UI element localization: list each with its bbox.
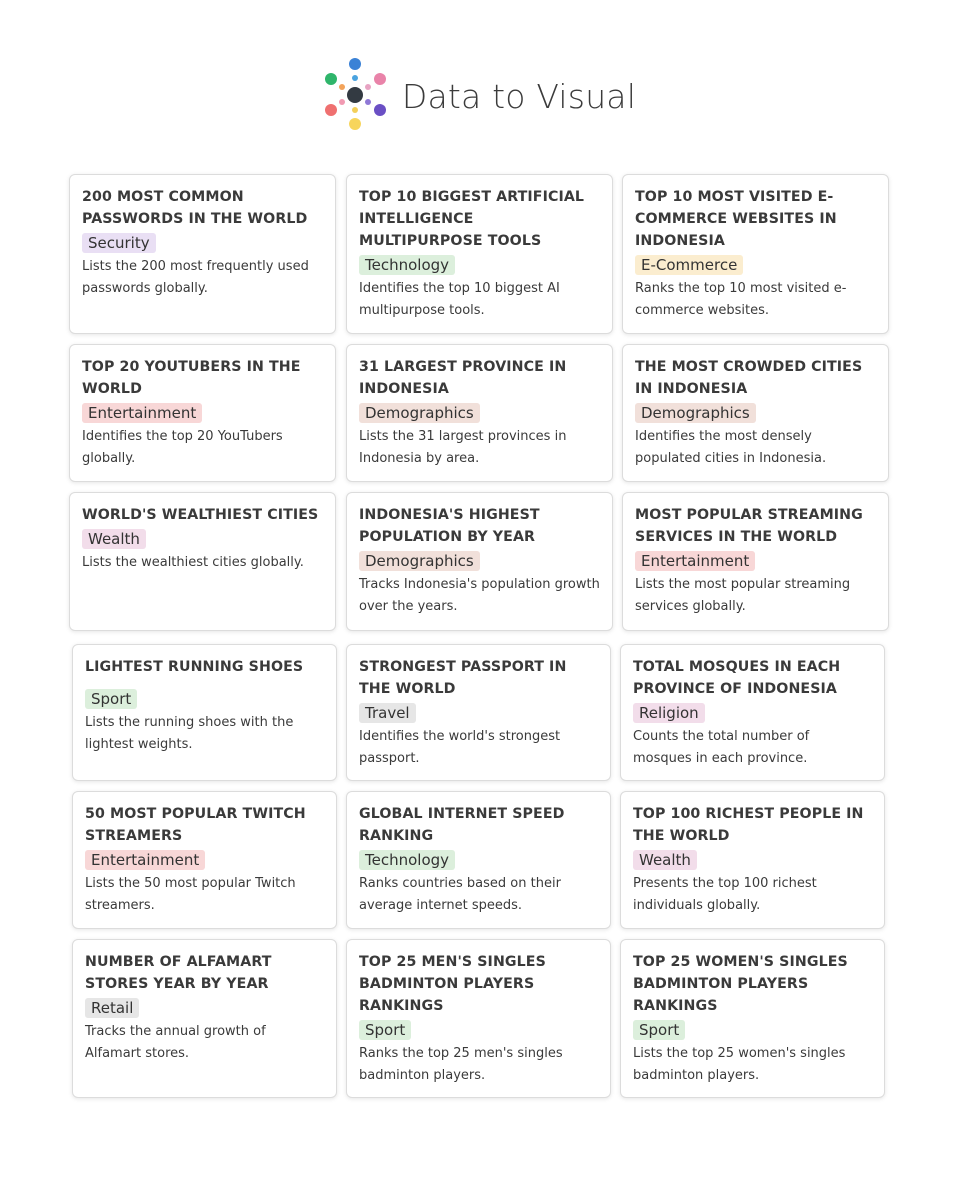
logo-icon[interactable] xyxy=(324,58,390,134)
card-title[interactable]: 200 MOST COMMON PASSWORDS IN THE WORLD xyxy=(82,189,308,227)
dataset-card[interactable] xyxy=(69,344,336,482)
card-title[interactable]: NUMBER OF ALFAMART STORES YEAR BY YEAR xyxy=(85,954,272,992)
category-tag[interactable]: Demographics xyxy=(359,551,480,571)
dataset-card[interactable] xyxy=(620,939,885,1098)
card-description: Lists the 50 most popular Twitch streamers. xyxy=(85,876,296,913)
dataset-card[interactable] xyxy=(620,791,885,929)
card-title[interactable]: TOP 10 MOST VISITED E-COMMERCE WEBSITES IN INDONESIA xyxy=(635,189,837,249)
card-description: Lists the most popular streaming services globally. xyxy=(635,577,851,614)
category-tag[interactable]: Technology xyxy=(359,255,455,275)
dataset-card[interactable] xyxy=(346,174,613,334)
card-title[interactable]: GLOBAL INTERNET SPEED RANKING xyxy=(359,806,565,844)
card-title[interactable]: THE MOST CROWDED CITIES IN INDONESIA xyxy=(635,359,863,397)
dataset-card[interactable] xyxy=(622,344,889,482)
dataset-card[interactable] xyxy=(69,174,336,334)
card-title[interactable]: 50 MOST POPULAR TWITCH STREAMERS xyxy=(85,806,306,844)
card-description: Identifies the most densely populated cities in Indonesia. xyxy=(635,429,827,466)
dataset-card[interactable] xyxy=(346,644,611,781)
card-title[interactable]: STRONGEST PASSPORT IN THE WORLD xyxy=(359,659,567,697)
category-tag[interactable]: Security xyxy=(82,233,156,253)
dataset-card[interactable] xyxy=(622,174,889,334)
category-tag[interactable]: Entertainment xyxy=(635,551,755,571)
category-tag[interactable]: Wealth xyxy=(82,529,146,549)
card-title[interactable]: INDONESIA'S HIGHEST POPULATION BY YEAR xyxy=(359,507,540,545)
dataset-card[interactable] xyxy=(346,939,611,1098)
dataset-card[interactable] xyxy=(346,344,613,482)
category-tag[interactable]: Travel xyxy=(359,703,416,723)
card-description: Lists the 31 largest provinces in Indonesia by area. xyxy=(359,429,567,466)
card-description: Identifies the world's strongest passport. xyxy=(359,729,561,766)
dataset-card[interactable] xyxy=(622,492,889,631)
card-title[interactable]: TOP 10 BIGGEST ARTIFICIAL INTELLIGENCE MULTIPURPOSE TOOLS xyxy=(359,189,585,249)
category-tag[interactable]: Religion xyxy=(633,703,705,723)
category-tag[interactable]: Sport xyxy=(359,1020,411,1040)
card-description: Identifies the top 20 YouTubers globally. xyxy=(82,429,283,466)
card-description: Tracks Indonesia's population growth over the years. xyxy=(359,577,600,614)
category-tag[interactable]: Wealth xyxy=(633,850,697,870)
card-description: Ranks the top 10 most visited e-commerce websites. xyxy=(635,281,847,318)
card-title[interactable]: MOST POPULAR STREAMING SERVICES IN THE WORLD xyxy=(635,507,863,545)
dataset-card[interactable] xyxy=(346,791,611,929)
category-tag[interactable]: E-Commerce xyxy=(635,255,743,275)
dataset-card[interactable] xyxy=(620,644,885,781)
card-title[interactable]: WORLD'S WEALTHIEST CITIES xyxy=(82,507,319,523)
card-description: Lists the running shoes with the lightest weights. xyxy=(85,715,294,752)
site-header xyxy=(0,55,960,137)
category-tag[interactable]: Entertainment xyxy=(82,403,202,423)
card-title[interactable]: TOP 20 YOUTUBERS IN THE WORLD xyxy=(82,359,301,397)
category-tag[interactable]: Retail xyxy=(85,998,139,1018)
card-description: Lists the top 25 women's singles badminton players. xyxy=(633,1046,846,1083)
card-description: Ranks the top 25 men's singles badminton players. xyxy=(359,1046,563,1083)
card-title[interactable]: LIGHTEST RUNNING SHOES xyxy=(85,659,304,675)
category-tag[interactable]: Entertainment xyxy=(85,850,205,870)
dataset-card[interactable] xyxy=(72,939,337,1098)
card-title[interactable]: TOP 25 WOMEN'S SINGLES BADMINTON PLAYERS RANKINGS xyxy=(633,954,848,1014)
card-title[interactable]: TOP 25 MEN'S SINGLES BADMINTON PLAYERS RANKINGS xyxy=(359,954,546,1014)
category-tag[interactable]: Sport xyxy=(85,689,137,709)
dataset-card[interactable] xyxy=(72,791,337,929)
category-tag[interactable]: Technology xyxy=(359,850,455,870)
card-description: Ranks countries based on their average internet speeds. xyxy=(359,876,561,913)
category-tag[interactable]: Demographics xyxy=(635,403,756,423)
card-description: Identifies the top 10 biggest AI multipurpose tools. xyxy=(359,281,560,318)
card-description: Lists the wealthiest cities globally. xyxy=(82,555,304,570)
dataset-card[interactable] xyxy=(69,492,336,631)
card-description: Presents the top 100 richest individuals globally. xyxy=(633,876,817,913)
brand-name: Data to Visual xyxy=(401,76,637,116)
card-description: Tracks the annual growth of Alfamart stores. xyxy=(85,1024,266,1061)
category-tag[interactable]: Demographics xyxy=(359,403,480,423)
card-title[interactable]: TOTAL MOSQUES IN EACH PROVINCE OF INDONESIA xyxy=(633,659,841,697)
card-description: Counts the total number of mosques in each province. xyxy=(633,729,810,766)
dataset-card[interactable] xyxy=(346,492,613,631)
card-description: Lists the 200 most frequently used passwords globally. xyxy=(82,259,309,296)
category-tag[interactable]: Sport xyxy=(633,1020,685,1040)
card-title[interactable]: 31 LARGEST PROVINCE IN INDONESIA xyxy=(359,359,567,397)
card-title[interactable]: TOP 100 RICHEST PEOPLE IN THE WORLD xyxy=(633,806,864,844)
dataset-card[interactable] xyxy=(72,644,337,781)
